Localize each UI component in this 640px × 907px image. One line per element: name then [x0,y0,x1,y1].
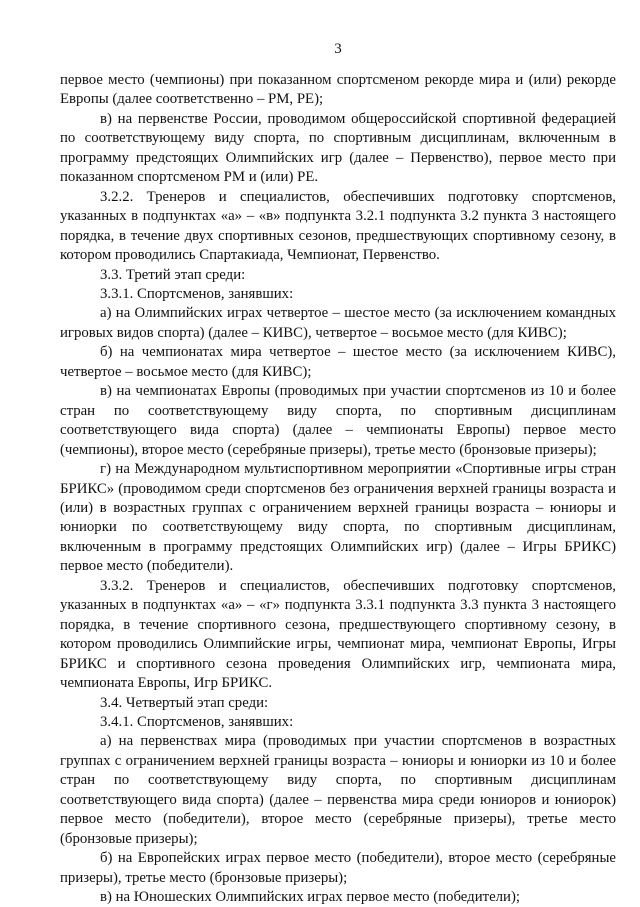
paragraph: 3.3.2. Тренеров и специалистов, обеспечивших подготовку спортсменов, указанных в подпунктах «а» – «г» подпункта 3.3.1 подпункта 3.3 пункта 3 настоящего порядка, в течение спортивного сезона, предшествующего спортивному сезону, в котором проводились Олимпийские игры, чемпионат мира, чемпионат Европы, Игры БРИКС и спортивного сезона проведения Олимпийских игр, чемпионата мира, чемпионата Европы, Игр БРИКС. [60,577,616,692]
paragraph: а) на Олимпийских играх четвертое – шестое место (за исключением командных игровых видов спорта) (далее – КИВС), четвертое – восьмое место (для КИВС); [60,305,616,341]
paragraph: 3.4. Четвертый этап среди: [100,694,269,711]
document-body [60,71,616,907]
paragraph: 3.4.1. Спортсменов, занявших: [100,713,294,730]
paragraph: 3.2.2. Тренеров и специалистов, обеспечивших подготовку спортсменов, указанных в подпунктах «а» – «в» подпункта 3.2.1 подпункта 3.2 пункта 3 настоящего порядка, в течение двух спортивных сезонов, предшествующих спортивному сезону, в котором проводились Спартакиада, Чемпионат, Первенство. [60,188,616,264]
paragraph: а) на первенствах мира (проводимых при участии спортсменов в возрастных группах с ограничением верхней границы возраста – юниоры и юниорки из 10 и более стран по соответствующему виду спорта, по спортивным дисциплинам соответствующего вида спорта) (далее – первенства мира среди юниоров и юниорок) первое место (победители), второе место (серебряные призеры), третье место (бронзовые призеры); [60,733,616,847]
paragraph: г) на Международном мультиспортивном мероприятии «Спортивные игры стран БРИКС» (проводимом среди спортсменов без ограничения верхней границы возраста и (или) в возрастных группах с ограничением верхней границы возраста – юниоры и юниорки по соответствующему виду спорта, по спортивным дисциплинам, включенным в программу предстоящих Олимпийских игр) (далее – Игры БРИКС) первое место (победители). [60,461,616,575]
paragraph: 3.3. Третий этап среди: [100,266,246,283]
page-number: 3 [334,41,342,57]
paragraph: в) на первенстве России, проводимом общероссийской спортивной федерацией по соответствующему виду спорта, по спортивным дисциплинам, включенным в программу предстоящих Олимпийских игр (далее – Первенство), первое место при показанном спортсменом РМ и (или) РЕ. [60,110,616,186]
paragraph: в) на чемпионатах Европы (проводимых при участии спортсменов из 10 и более стран по соответствующему виду спорта, по спортивным дисциплинам соответствующего вида спорта) (далее – чемпионаты Европы) первое место (чемпионы), второе место (серебряные призеры), третье место (бронзовые призеры); [60,383,616,458]
paragraph: первое место (чемпионы) при показанном спортсменом рекорде мира и (или) рекорде Европы (далее соответственно – РМ, РЕ); [60,72,616,108]
paragraph: б) на чемпионатах мира четвертое – шестое место (за исключением КИВС), четвертое – восьмое место (для КИВС); [60,344,616,380]
paragraph: в) на Юношеских Олимпийских играх первое место (победители); [100,889,520,906]
paragraph: 3.3.1. Спортсменов, занявших: [100,285,294,302]
paragraph: б) на Европейских играх первое место (победители), второе место (серебряные призеры), третье место (бронзовые призеры); [60,850,616,886]
